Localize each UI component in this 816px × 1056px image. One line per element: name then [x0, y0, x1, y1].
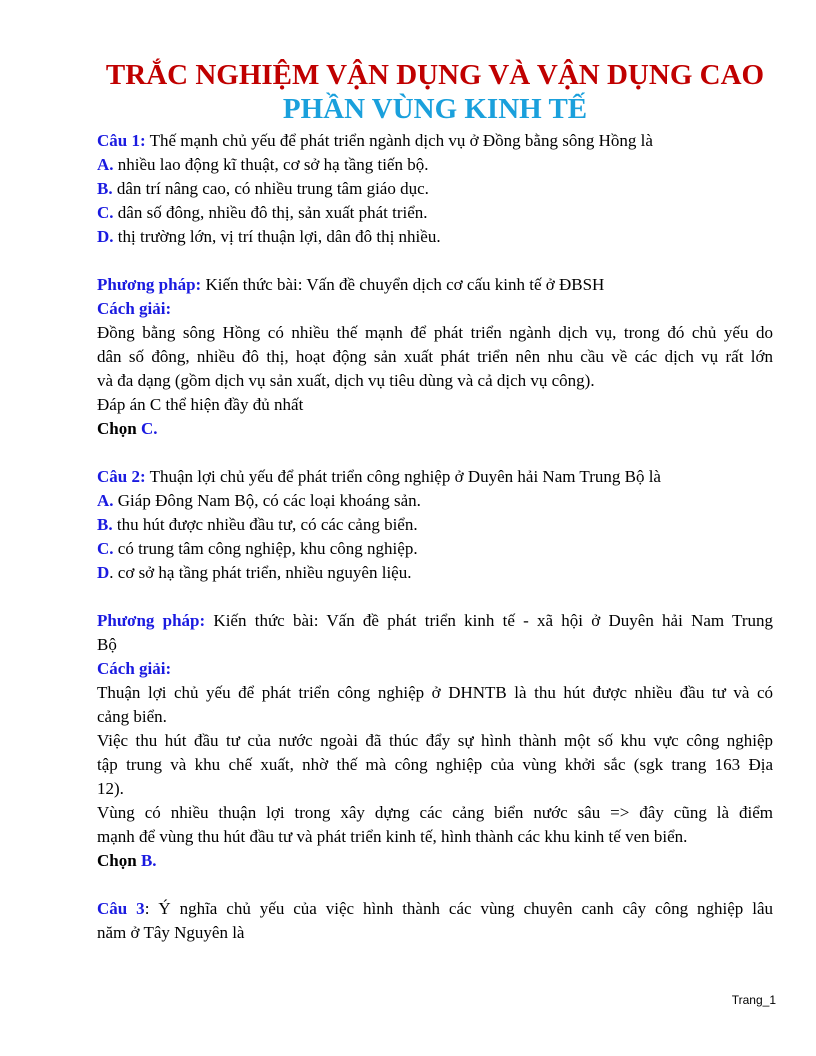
option-letter: A.: [97, 155, 114, 174]
option-c: [97, 537, 773, 561]
option-letter: C.: [97, 539, 114, 558]
question-label: Câu 3: [97, 899, 145, 918]
method: [97, 609, 773, 633]
option-b: [97, 177, 773, 201]
solution-line: Thuận lợi chủ yếu để phát triển công nghiệp ở DHNTB là thu hút được nhiều đầu tư và có: [97, 683, 773, 702]
option-text: thu hút được nhiều đầu tư, có các cảng biển.: [112, 515, 418, 534]
choose-answer: [97, 417, 773, 441]
option-text: Giáp Đông Nam Bộ, có các loại khoáng sản.: [113, 491, 421, 510]
solution-line: Đồng bằng sông Hồng có nhiều thế mạnh để phát triển ngành dịch vụ, trong đó chủ yếu do: [97, 323, 773, 342]
question-2: [97, 465, 773, 489]
method-label: Phương pháp:: [97, 275, 202, 294]
answer-letter: C.: [140, 419, 158, 438]
option-letter: B.: [97, 515, 113, 534]
spacer: [97, 585, 773, 609]
choose-label: Chọn: [97, 419, 141, 438]
spacer: [97, 441, 773, 465]
option-text: thị trường lớn, vị trí thuận lợi, dân đô thị nhiều.: [113, 227, 441, 246]
option-letter: C.: [97, 203, 114, 222]
question-label: Câu 2:: [97, 467, 146, 486]
option-letter: D.: [97, 227, 114, 246]
title-sub: PHẦN VÙNG KINH TẾ: [282, 93, 588, 125]
option-text: có trung tâm công nghiệp, khu công nghiệp.: [113, 539, 418, 558]
solution-line: Việc thu hút đầu tư của nước ngoài đã thúc đẩy sự hình thành một số khu vực công nghiệp: [97, 731, 773, 750]
option-a: [97, 153, 773, 177]
option-b: [97, 513, 773, 537]
document-content: [97, 58, 773, 945]
question-text: Thế mạnh chủ yếu để phát triển ngành dịch vụ ở Đồng bằng sông Hồng là: [145, 131, 653, 150]
solution-line: 12).: [97, 779, 124, 798]
method-text: Kiến thức bài: Vấn đề chuyển dịch cơ cấu kinh tế ở ĐBSH: [201, 275, 605, 294]
question-label: Câu 1:: [97, 131, 146, 150]
question-1: [97, 129, 773, 153]
option-letter: B.: [97, 179, 113, 198]
option-c: [97, 201, 773, 225]
option-text: nhiều lao động kĩ thuật, cơ sở hạ tầng tiến bộ.: [113, 155, 429, 174]
option-text: . cơ sở hạ tầng phát triển, nhiều nguyên liệu.: [109, 563, 412, 582]
solution-label: Cách giải:: [97, 659, 172, 678]
method: [97, 273, 773, 297]
question-text: Thuận lợi chủ yếu để phát triển công nghiệp ở Duyên hải Nam Trung Bộ là: [145, 467, 661, 486]
option-text: dân số đông, nhiều đô thị, sản xuất phát triển.: [113, 203, 428, 222]
option-letter: A.: [97, 491, 114, 510]
spacer: [97, 873, 773, 897]
solution-line: và đa dạng (gồm dịch vụ sản xuất, dịch vụ tiêu dùng và cả dịch vụ công).: [97, 371, 595, 390]
option-letter: D: [97, 563, 110, 582]
solution-line: Vùng có nhiều thuận lợi trong xây dựng các cảng biển nước sâu => đây cũng là điểm: [97, 803, 773, 822]
method-continued: Bộ: [97, 635, 117, 654]
answer-letter: B.: [140, 851, 157, 870]
option-text: dân trí nâng cao, có nhiều trung tâm giáo dục.: [112, 179, 429, 198]
solution-line: cảng biển.: [97, 707, 167, 726]
solution-line: mạnh để vùng thu hút đầu tư và phát triển kinh tế, hình thành các khu kinh tế ven biển.: [97, 827, 688, 846]
option-d: [97, 561, 773, 585]
question-text-continued: năm ở Tây Nguyên là: [97, 923, 245, 942]
option-d: [97, 225, 773, 249]
solution-line: tập trung và khu chế xuất, nhờ thế mà công nghiệp của vùng khởi sắc (sgk trang 163 Địa: [97, 755, 773, 774]
method-label: Phương pháp:: [97, 611, 206, 630]
question-text: : Ý nghĩa chủ yếu của việc hình thành các vùng chuyên canh cây công nghiệp lâu: [144, 899, 774, 918]
title-main: TRẮC NGHIỆM VẬN DỤNG VÀ VẬN DỤNG CAO: [105, 59, 765, 91]
solution-label: Cách giải:: [97, 299, 172, 318]
choose-answer: [97, 849, 773, 873]
solution-line: Đáp án C thể hiện đầy đủ nhất: [97, 395, 304, 414]
question-3: [97, 897, 773, 921]
method-text: Kiến thức bài: Vấn đề phát triển kinh tế - xã hội ở Duyên hải Nam Trung: [205, 611, 773, 630]
spacer: [97, 249, 773, 273]
solution-line: dân số đông, nhiều đô thị, hoạt động sản xuất phát triển nên nhu cầu về các dịch vụ rất lớn: [97, 347, 773, 366]
page-number: Trang_1: [731, 993, 776, 1007]
choose-label: Chọn: [97, 851, 141, 870]
option-a: [97, 489, 773, 513]
